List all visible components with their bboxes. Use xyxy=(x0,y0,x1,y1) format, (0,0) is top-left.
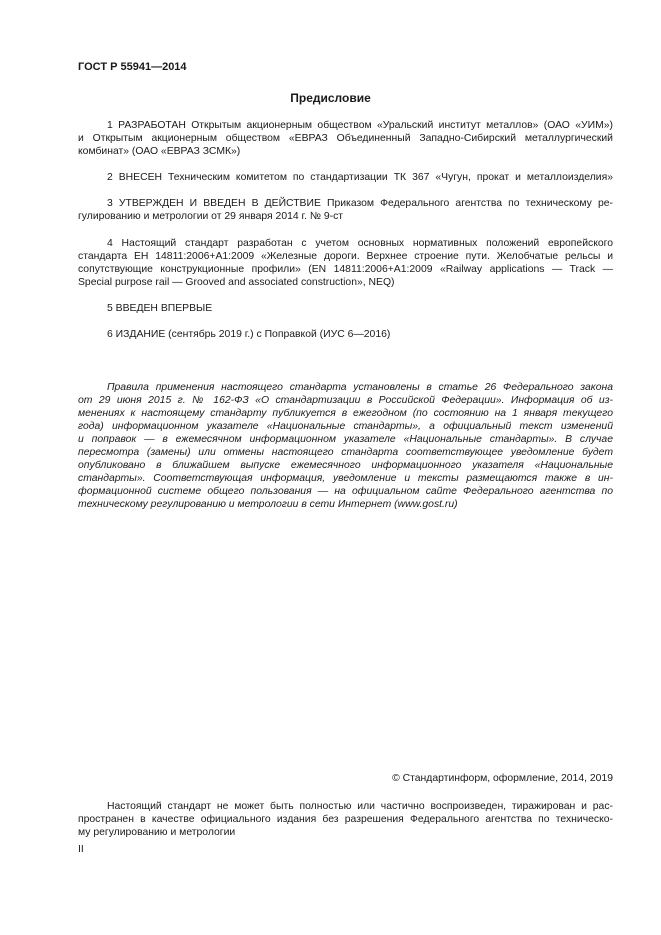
text-line: Настоящий стандарт не может быть полностью или частично воспроизведен, тиражирован и рас- xyxy=(107,801,613,812)
page-title: Предисловие xyxy=(290,91,371,105)
copyright: © Стандартинформ, оформление, 2014, 2019 xyxy=(392,773,613,784)
text-line: Правила применения настоящего стандарта установлены в статье 26 Федерального закона xyxy=(107,382,613,393)
page-number: II xyxy=(78,843,84,855)
text-line: 2 ВНЕСЕН Техническим комитетом по стандартизации ТК 367 «Чугун, прокат и металлоизделия» xyxy=(107,172,613,183)
text-line: Special purpose rail — Grooved and associated construction», NEQ) xyxy=(78,277,395,288)
text-line: и Открытым акционерным обществом «ЕВРАЗ Объединенный Западно-Сибирский металлургический xyxy=(78,133,613,144)
text-line: стандарты». Соответствующая информация, уведомление и тексты размещаются также в ин- xyxy=(78,473,613,484)
text-line: стандарта ЕН 14811:2006+А1:2009 «Железные дороги. Верхнее строение пути. Желобчатые рельсы и xyxy=(78,251,613,262)
text-line: сопутствующие конструкционные профили» (EN 14811:2006+A1:2009 «Railway applications — Track — xyxy=(78,264,613,275)
text-line: 1 РАЗРАБОТАН Открытым акционерным обществом «Уральский институт металлов» (ОАО «УИМ») xyxy=(107,120,613,131)
text-line: от 29 июня 2015 г. № 162-ФЗ «О стандартизации в Российской Федерации». Информация об из- xyxy=(78,395,613,406)
text-line: 3 УТВЕРЖДЕН И ВВЕДЕН В ДЕЙСТВИЕ Приказом Федерального агентства по техническому ре- xyxy=(107,198,613,209)
text-line: комбинат» (ОАО «ЕВРАЗ ЗСМК») xyxy=(78,146,241,157)
text-line: формационной системе общего пользования — на официальном сайте Федерального агентства по xyxy=(78,486,613,497)
text-line: 5 ВВЕДЕН ВПЕРВЫЕ xyxy=(107,303,213,314)
text-line: года) информационном указателе «Национальные стандарты», а официальный текст изменений xyxy=(78,421,613,432)
text-line: и поправок — в ежемесячном информационном указателе «Национальные стандарты». В случае xyxy=(78,434,613,445)
text-line: 4 Настоящий стандарт разработан с учетом основных нормативных положений европейского xyxy=(107,238,613,249)
text-line: опубликовано в ближайшем выпуске ежемесячного информационного указателя «Национальные xyxy=(78,460,613,471)
text-line: техническому регулированию и метрологии в сети Интернет (www.gost.ru) xyxy=(78,499,458,510)
text-line: менениях к настоящему стандарту публикуется в ежегодном (по состоянию на 1 января текущего xyxy=(78,408,613,419)
text-line: му регулированию и метрологии xyxy=(78,827,236,838)
text-line: гулированию и метрологии от 29 января 2014 г. № 9-ст xyxy=(78,211,344,222)
text-line: 6 ИЗДАНИЕ (сентябрь 2019 г.) с Поправкой (ИУС 6—2016) xyxy=(107,329,391,340)
standard-code: ГОСТ Р 55941—2014 xyxy=(78,61,187,73)
text-line: пересмотра (замены) или отмены настоящего стандарта соответствующее уведомление будет xyxy=(78,447,613,458)
text-line: пространен в качестве официального издания без разрешения Федерального агентства по техническо- xyxy=(78,814,613,825)
